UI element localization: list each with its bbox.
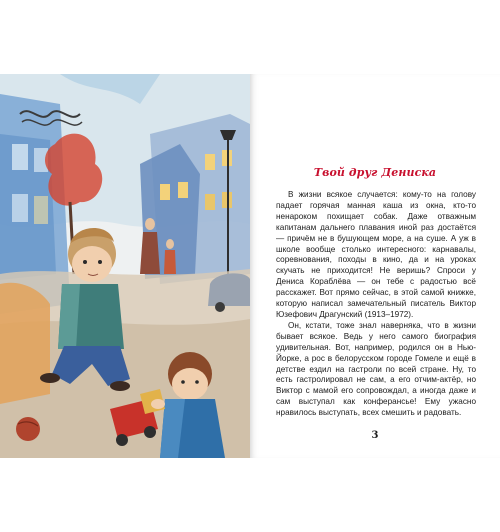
body-text xyxy=(276,190,476,419)
paragraph: Он, кстати, тоже знал наверняка, что в жизни бывает всякое. Ведь у него самого биография удивительная. Вот, например, родился он в Нью-Йорке, а рос в белорусском городе Гомеле и ещё в детстве ездил на гастроли по всей стране. Ну, то есть гастролировал не сам, а его отчим-актёр, но Виктор с мамой его сопровождал, а иногда даже и сам выступал как конферансье! Ему ужасно нравилось выступать, всех смешить и радовать. xyxy=(276,320,476,418)
book-spread xyxy=(0,74,500,458)
illustration-page xyxy=(0,74,250,458)
boys-illustration xyxy=(0,74,250,458)
chapter-title: Твой друг Дениска xyxy=(313,166,437,179)
text-page xyxy=(250,74,500,458)
page-number: 3 xyxy=(371,430,379,441)
paragraph: В жизни всякое случается: кому-то на голову падает горячая манная каша из окна, кто-то ненароком похищает собак. Даже отважным капитанам дальнего плавания иной раз достаётся — причём не в бушующем море, а на суше. А уж в школе вообще столько интересного: карнавалы, соревнования, походы в кино, да и на уроках скучать не приходится! Не веришь? Спроси у Дениса Кораблёва — он тебе с радостью всё расскажет. Вот прямо сейчас, в этой самой книжке, которую написал замечательный писатель Виктор Юзефович Драгунский (1913–1972). xyxy=(276,190,476,319)
